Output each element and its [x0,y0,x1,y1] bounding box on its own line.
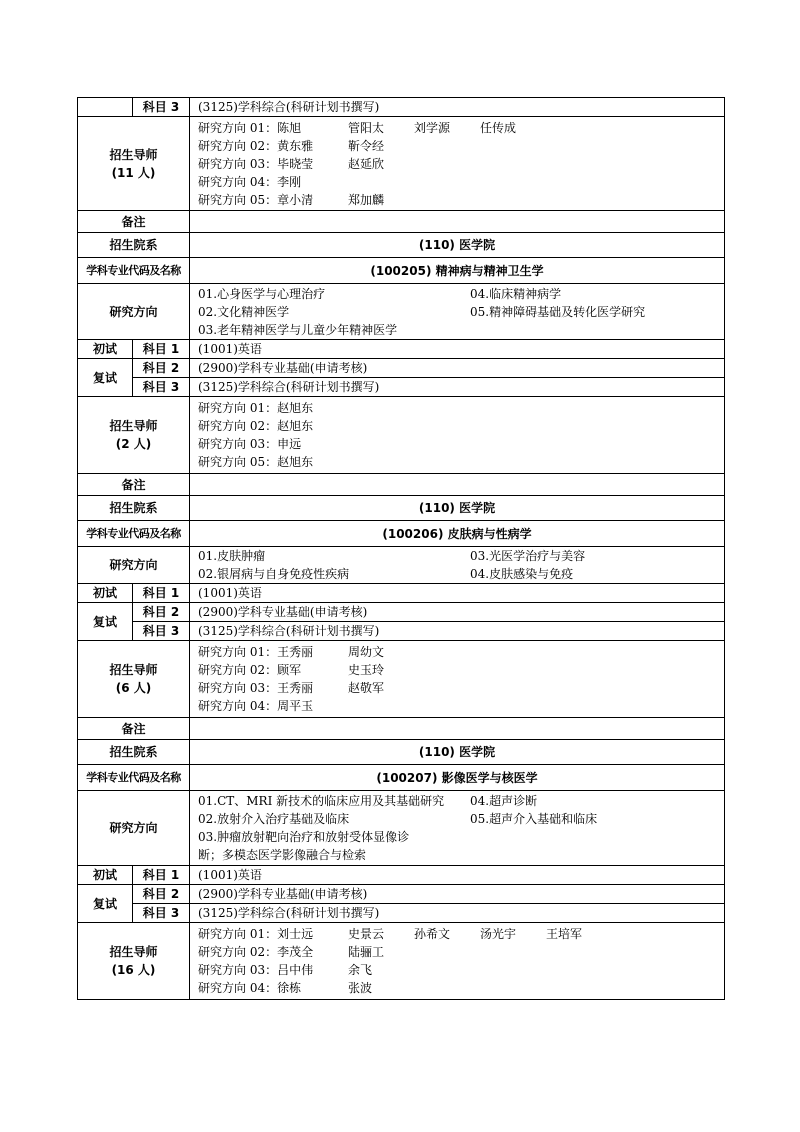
table-row [78,791,725,866]
table-row [78,474,725,496]
direction-label: 研究方向 [78,547,190,584]
mentor-name: 王培军 [546,927,583,941]
retest-label: 复试 [78,603,133,641]
direction-item: 01.皮肤肿瘤 [198,549,266,563]
subject3-label: 科目 3 [133,622,190,641]
direction-item: 01.CT、MRI 新技术的临床应用及其基础研究 [198,794,445,808]
subject2-label: 科目 2 [133,359,190,378]
major-value: (100205) 精神病与精神卫生学 [190,258,725,284]
subject2-value: (2900)学科专业基础(申请考核) [190,359,725,378]
table-row [78,359,725,378]
table-row [78,98,725,117]
mentor-line [198,435,724,453]
dept-label: 招生院系 [78,740,190,765]
direction-list [190,791,725,866]
table-row [78,584,725,603]
mentor-count: (11 人) [111,165,156,180]
mentor-name: 研究方向 05：章小清 [198,192,314,207]
subject1-label: 科目 1 [133,584,190,603]
major-label: 学科专业代码及名称 [78,521,190,547]
mentor-count: (2 人) [115,437,152,451]
table-row [78,885,725,904]
subject1-value: (1001)英语 [190,866,725,885]
table-row [78,718,725,740]
table-row [78,397,725,474]
mentor-name: 研究方向 01：陈旭 [198,120,302,135]
subject3-value: (3125)学科综合(科研计划书撰写) [190,378,725,397]
remarks-value [190,718,725,740]
mentor-name: 孙希文 [414,927,451,941]
table-row [78,904,725,923]
direction-item: 02.放射介入治疗基础及临床 [198,812,350,826]
direction-label: 研究方向 [78,284,190,340]
table-row [78,378,725,397]
subject3-label: 科目 3 [133,378,190,397]
subject3-value: (3125)学科综合(科研计划书撰写) [190,98,725,117]
prelim-label: 初试 [78,340,133,359]
mentors-label-cell [78,641,190,718]
mentors-label-cell [78,923,190,1000]
subject1-label: 科目 1 [133,340,190,359]
remarks-value [190,474,725,496]
mentor-list [190,923,725,1000]
prelim-label: 初试 [78,866,133,885]
table-row [78,740,725,765]
dept-value: (110) 医学院 [190,496,725,521]
table-row [78,521,725,547]
mentors-label-cell [78,117,190,211]
table-row [78,284,725,340]
direction-item: 02.银屑病与自身免疫性疾病 [198,567,350,581]
subject2-value: (2900)学科专业基础(申请考核) [190,885,725,904]
mentors-label: 招生导师 [109,663,158,677]
major-value: (100207) 影像医学与核医学 [190,765,725,791]
mentor-name: 研究方向 02：李茂全 [198,945,314,959]
mentor-name: 研究方向 01：王秀丽 [198,645,314,659]
dept-label: 招生院系 [78,233,190,258]
mentor-line [198,155,724,173]
direction-col-left [198,285,470,339]
mentor-line [198,961,724,979]
mentor-line [198,643,724,661]
mentor-name: 研究方向 03：毕晓莹 [198,156,314,171]
direction-grid [198,285,724,339]
mentor-name: 研究方向 03：王秀丽 [198,681,314,695]
mentor-name: 研究方向 04：徐栋 [198,981,302,995]
mentor-name: 陆骊工 [348,945,385,959]
mentor-line [198,943,724,961]
dept-label: 招生院系 [78,496,190,521]
mentor-name: 靳令经 [348,138,385,153]
direction-col-right [470,285,724,339]
direction-item: 01.心身医学与心理治疗 [198,286,326,301]
subject1-label: 科目 1 [133,866,190,885]
mentor-name: 史景云 [348,927,385,941]
mentor-name: 赵敬军 [348,681,385,695]
admission-table [77,97,725,1000]
mentor-line [198,979,724,997]
mentor-line [198,679,724,697]
remarks-label: 备注 [78,211,190,233]
mentor-name: 研究方向 02：赵旭东 [198,419,314,433]
table-row [78,547,725,584]
direction-grid [198,547,724,583]
mentor-name: 研究方向 04：周平玉 [198,699,314,713]
mentors-label: 招生导师 [109,419,158,433]
table-row [78,923,725,1000]
mentor-name: 研究方向 05：赵旭东 [198,455,314,469]
direction-item: 05.超声介入基础和临床 [470,812,598,826]
direction-col-left [198,792,470,864]
table-row [78,117,725,211]
mentor-line [198,453,724,471]
direction-item: 03.肿瘤放射靶向治疗和放射受体显像诊 [198,830,410,844]
mentor-name: 研究方向 03：吕中伟 [198,963,314,977]
mentor-line [198,399,724,417]
direction-item: 03.光医学治疗与美容 [470,549,586,563]
mentor-name: 史玉玲 [348,663,385,677]
mentors-label: 招生导师 [109,147,158,162]
direction-item: 04.皮肤感染与免疫 [470,567,574,581]
mentor-list [190,641,725,718]
mentor-name: 管阳太 [348,120,385,135]
mentor-name: 研究方向 01：赵旭东 [198,401,314,415]
direction-col-right [470,547,724,583]
major-label: 学科专业代码及名称 [78,258,190,284]
mentor-name: 研究方向 02：黄东雅 [198,138,314,153]
mentor-name: 研究方向 04：李刚 [198,174,302,189]
table-row [78,641,725,718]
subject3-label: 科目 3 [133,98,190,117]
table-row [78,211,725,233]
direction-item: 04.超声诊断 [470,794,538,808]
mentor-name: 研究方向 02：顾军 [198,663,302,677]
prelim-label: 初试 [78,584,133,603]
table-row [78,340,725,359]
dept-value: (110) 医学院 [190,233,725,258]
mentor-name: 研究方向 03：申远 [198,437,302,451]
subject1-value: (1001)英语 [190,584,725,603]
subject2-value: (2900)学科专业基础(申请考核) [190,603,725,622]
table-row [78,496,725,521]
mentor-name: 汤光宇 [480,927,517,941]
mentor-count: (16 人) [111,963,156,977]
table-row [78,233,725,258]
mentor-line [198,173,724,191]
mentors-label-cell [78,397,190,474]
mentor-name: 任传成 [480,120,517,135]
empty-cell [78,98,133,117]
mentor-name: 刘学源 [414,120,451,135]
mentor-line [198,925,724,943]
mentor-name: 赵延欣 [348,156,385,171]
table-body [78,98,725,1000]
table-row [78,622,725,641]
retest-label: 复试 [78,359,133,397]
retest-label: 复试 [78,885,133,923]
mentor-name: 张波 [348,981,373,995]
mentor-line [198,119,724,137]
mentor-line [198,417,724,435]
subject1-value: (1001)英语 [190,340,725,359]
table-row [78,866,725,885]
table-row [78,765,725,791]
mentor-name: 郑加麟 [348,192,385,207]
direction-list [190,284,725,340]
table-row [78,258,725,284]
mentor-name: 周幼文 [348,645,385,659]
dept-value: (110) 医学院 [190,740,725,765]
mentor-list [190,397,725,474]
direction-grid [198,792,724,864]
subject3-value: (3125)学科综合(科研计划书撰写) [190,622,725,641]
table-row [78,603,725,622]
direction-item: 03.老年精神医学与儿童少年精神医学 [198,322,398,337]
direction-item: 04.临床精神病学 [470,286,562,301]
mentor-line [198,191,724,209]
major-value: (100206) 皮肤病与性病学 [190,521,725,547]
major-label: 学科专业代码及名称 [78,765,190,791]
remarks-label: 备注 [78,718,190,740]
mentor-line [198,697,724,715]
remarks-value [190,211,725,233]
mentor-count: (6 人) [115,681,152,695]
remarks-label: 备注 [78,474,190,496]
direction-item: 断；多模态医学影像融合与检索 [198,848,367,862]
direction-list [190,547,725,584]
subject2-label: 科目 2 [133,603,190,622]
mentor-name: 研究方向 01：刘士远 [198,927,314,941]
subject3-label: 科目 3 [133,904,190,923]
mentor-line [198,661,724,679]
direction-item: 02.文化精神医学 [198,304,290,319]
subject3-value: (3125)学科综合(科研计划书撰写) [190,904,725,923]
mentors-label: 招生导师 [109,945,158,959]
direction-item: 05.精神障碍基础及转化医学研究 [470,304,646,319]
mentor-list [190,117,725,211]
mentor-name: 余飞 [348,963,373,977]
mentor-line [198,137,724,155]
direction-col-left [198,547,470,583]
direction-label: 研究方向 [78,791,190,866]
subject2-label: 科目 2 [133,885,190,904]
direction-col-right [470,792,724,864]
